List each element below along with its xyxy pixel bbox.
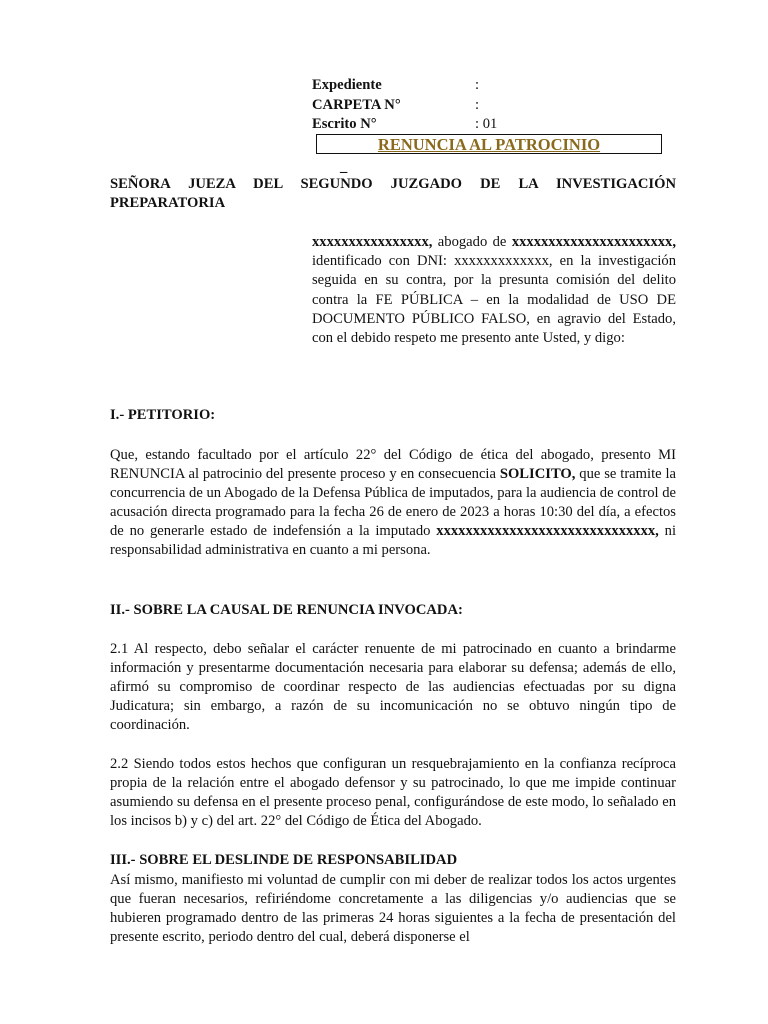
petitorio-text-1: Que, estando facultado por el artículo 22° del Código de ética del abogado, presento MI RENUNCIA al patrocinio del presente proceso y en consecuencia <box>110 447 676 483</box>
intro-text-1: abogado de <box>432 234 512 250</box>
deslinde-paragraph: Así mismo, manifiesto mi voluntad de cumplir con mi deber de realizar todos los actos urgentes que fueran necesarios, refiriéndome concretamente a las diligencias y/o audiencias que se hubieren programado dentro de las primeras 24 horas siguientes a la fecha de presentación del presente escrito, periodo dentro del cual, deberá disponerse el <box>110 872 676 946</box>
carpeta-value: : <box>475 96 480 113</box>
causal-paragraph-2-1: 2.1 Al respecto, debo señalar el carácter renuente de mi patrocinado en cuanto a brindarme información y presentarme documentación necesaria para elaborar su defensa; además de ello, afirmó su compromiso de coordinar respecto de las audiencias efectuadas por su digna Judicatura; sin embargo, a razón de su incomunicación no se obtuvo ningún tipo de coordinación. <box>110 641 676 734</box>
intro-paragraph <box>312 233 676 348</box>
deslinde-heading: III.- SOBRE EL DESLINDE DE RESPONSABILIDAD <box>110 852 458 868</box>
causal-paragraph-2-2: 2.2 Siendo todos estos hechos que configuran un resquebrajamiento en la confianza recíproca propia de la relación entre el abogado defensor y su patrocinado, lo que me impide continuar asumiendo su defensa en el presente proceso penal, configurándose de este modo, lo señalado en los incisos b) y c) del art. 22° del Código de Ética del Abogado. <box>110 756 676 830</box>
petitorio-paragraph <box>110 446 676 561</box>
carpeta-label: CARPETA N° <box>312 96 401 113</box>
client-name: xxxxxxxxxxxxxxxxxxxxxx, <box>511 234 676 250</box>
expediente-row <box>312 76 512 96</box>
imputado-name: xxxxxxxxxxxxxxxxxxxxxxxxxxxxxx, <box>436 523 659 540</box>
expediente-value: : <box>475 77 480 93</box>
lawyer-name: xxxxxxxxxxxxxxxx, <box>312 234 433 250</box>
petitorio-text-3: ni responsabilidad administrativa en cuanto a mi persona. <box>110 523 676 559</box>
expediente-label: Expediente <box>312 77 382 93</box>
document-title: RENUNCIA AL PATROCINIO <box>316 134 662 154</box>
intro-text-2: identificado con DNI: xxxxxxxxxxxxx, en la investigación seguida en su contra, por la presunta comisión del delito contra la FE PÚBLICA – en la modalidad de USO DE DOCUMENTO PÚBLICO FALSO, en agravio del Estado, con el debido respeto me presento ante Usted, y digo: <box>312 253 676 347</box>
escrito-row <box>312 115 512 135</box>
solicito-text: SOLICITO, <box>499 466 576 483</box>
escrito-label: Escrito N° <box>312 116 377 132</box>
escrito-value: : 01 <box>475 116 498 132</box>
addressee: SEÑORA JUEZA DEL SEGUNDO JUZGADO DE LA INVESTIGACIÓN PREPARATORIA <box>110 176 676 212</box>
causal-heading: II.- SOBRE LA CAUSAL DE RENUNCIA INVOCADA: <box>110 602 463 618</box>
title-dash: _ <box>340 159 348 175</box>
petitorio-text-2: que se tramite la concurrencia de un Abogado de la Defensa Pública de imputados, para la audiencia de control de acusación directa programado para la fecha 26 de enero de 2023 a horas 10:30 del día, a efectos de no generarle estado de indefensión a la imputado <box>110 466 676 540</box>
case-header <box>312 76 512 135</box>
carpeta-row <box>312 96 512 116</box>
petitorio-heading: I.- PETITORIO: <box>110 407 216 423</box>
